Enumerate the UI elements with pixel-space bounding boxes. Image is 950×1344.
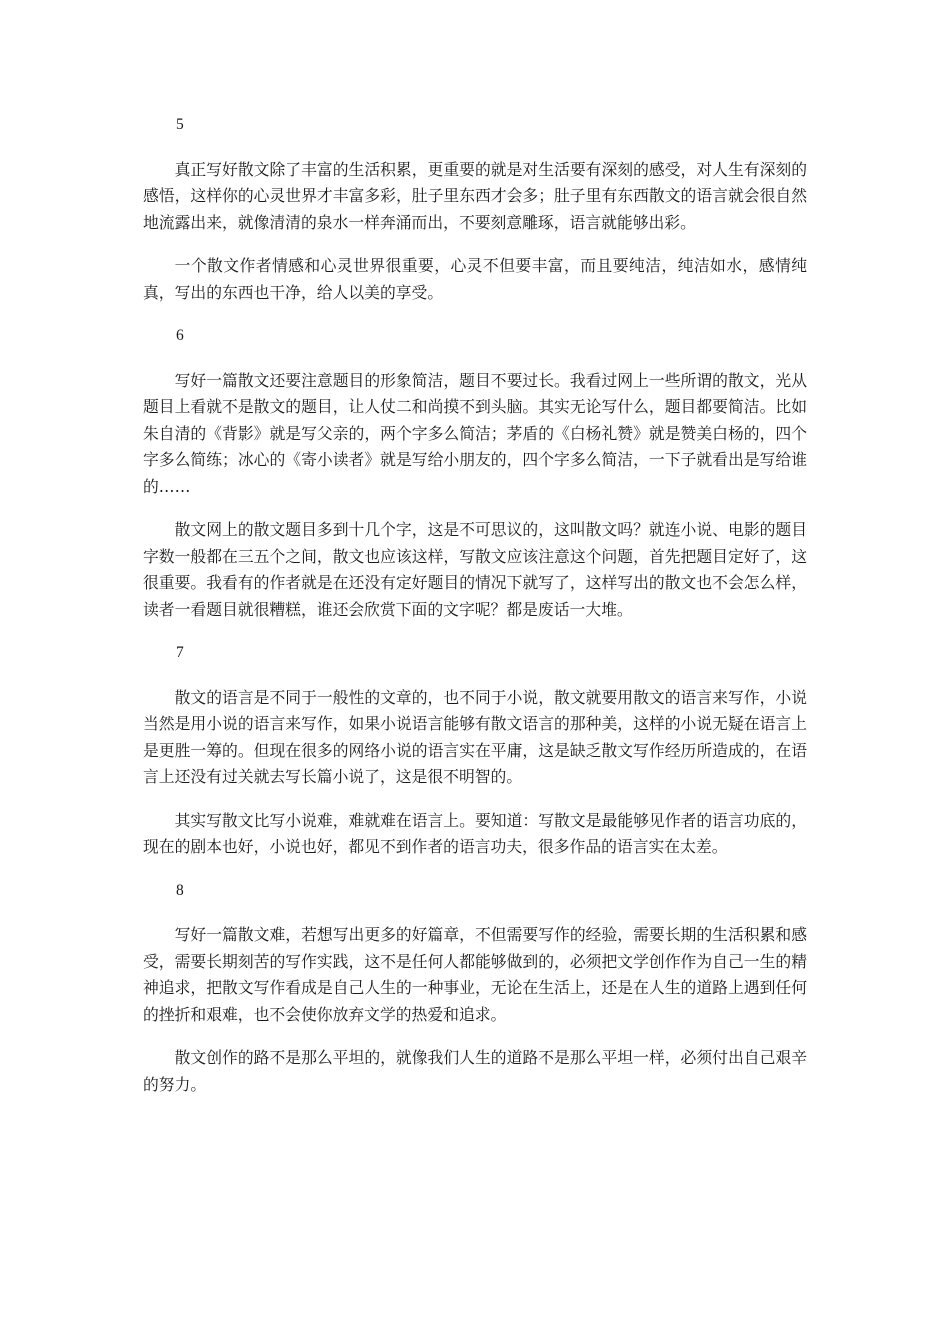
section-number: 6	[176, 327, 184, 344]
section-number: 8	[176, 881, 184, 899]
paragraph: 写好一篇散文还要注意题目的形象简洁，题目不要过长。我看过网上一些所谓的散文，光从题目上看就不是散文的题目，让人仗二和尚摸不到头脑。其实无论写什么，题目都要简洁。比如朱自清的《背影》就是写父亲的，两个字多么简洁；茅盾的《白杨礼赞》就是赞美白杨的，四个字多么简练；冰心的《寄小读者》就是写给小朋友的，四个字多么简洁，一下子就看出是写给谁的……	[143, 370, 807, 496]
paragraph: 一个散文作者情感和心灵世界很重要，心灵不但要丰富，而且要纯洁，纯洁如水，感情纯真，写出的东西也干净，给人以美的享受。	[143, 256, 807, 302]
paragraph: 散文创作的路不是那么平坦的，就像我们人生的道路不是那么平坦一样，必须付出自己艰辛的努力。	[143, 1048, 807, 1094]
section-number: 7	[176, 644, 184, 661]
paragraph: 散文的语言是不同于一般性的文章的，也不同于小说，散文就要用散文的语言来写作，小说当然是用小说的语言来写作，如果小说语言能够有散文语言的那种美，这样的小说无疑在语言上是更胜一筹的。但现在很多的网络小说的语言实在平庸，这是缺乏散文写作经历所造成的，在语言上还没有过关就去写长篇小说了，这是很不明智的。	[143, 687, 807, 786]
section-8	[143, 878, 807, 1099]
section-6	[143, 323, 807, 623]
section-5	[143, 112, 807, 306]
document-body	[143, 112, 807, 1115]
paragraph: 真正写好散文除了丰富的生活积累，更重要的就是对生活要有深刻的感受，对人生有深刻的感悟，这样你的心灵世界才丰富多彩，肚子里东西才会多；肚子里有东西散文的语言就会很自然地流露出来，就像清清的泉水一样奔涌而出，不要刻意雕琢，语言就能够出彩。	[143, 159, 807, 232]
section-number: 5	[176, 116, 184, 133]
paragraph: 写好一篇散文难，若想写出更多的好篇章，不但需要写作的经验，需要长期的生活积累和感受，需要长期刻苦的写作实践，这不是任何人都能够做到的，必须把文学创作作为自己一生的精神追求，把散文写作看成是自己人生的一种事业，无论在生活上，还是在人生的道路上遇到任何的挫折和艰难，也不会使你放弃文学的热爱和追求。	[143, 925, 807, 1024]
section-7	[143, 640, 807, 861]
paragraph: 散文网上的散文题目多到十几个字，这是不可思议的，这叫散文吗？就连小说、电影的题目字数一般都在三五个之间，散文也应该这样，写散文应该注意这个问题，首先把题目定好了，这很重要。我看有的作者就是在还没有定好题目的情况下就写了，这样写出的散文也不会怎么样，读者一看题目就很糟糕，谁还会欣赏下面的文字呢？都是废话一大堆。	[143, 520, 807, 619]
paragraph: 其实写散文比写小说难，难就难在语言上。要知道：写散文是最能够见作者的语言功底的，现在的剧本也好，小说也好，都见不到作者的语言功夫，很多作品的语言实在太差。	[143, 810, 807, 856]
